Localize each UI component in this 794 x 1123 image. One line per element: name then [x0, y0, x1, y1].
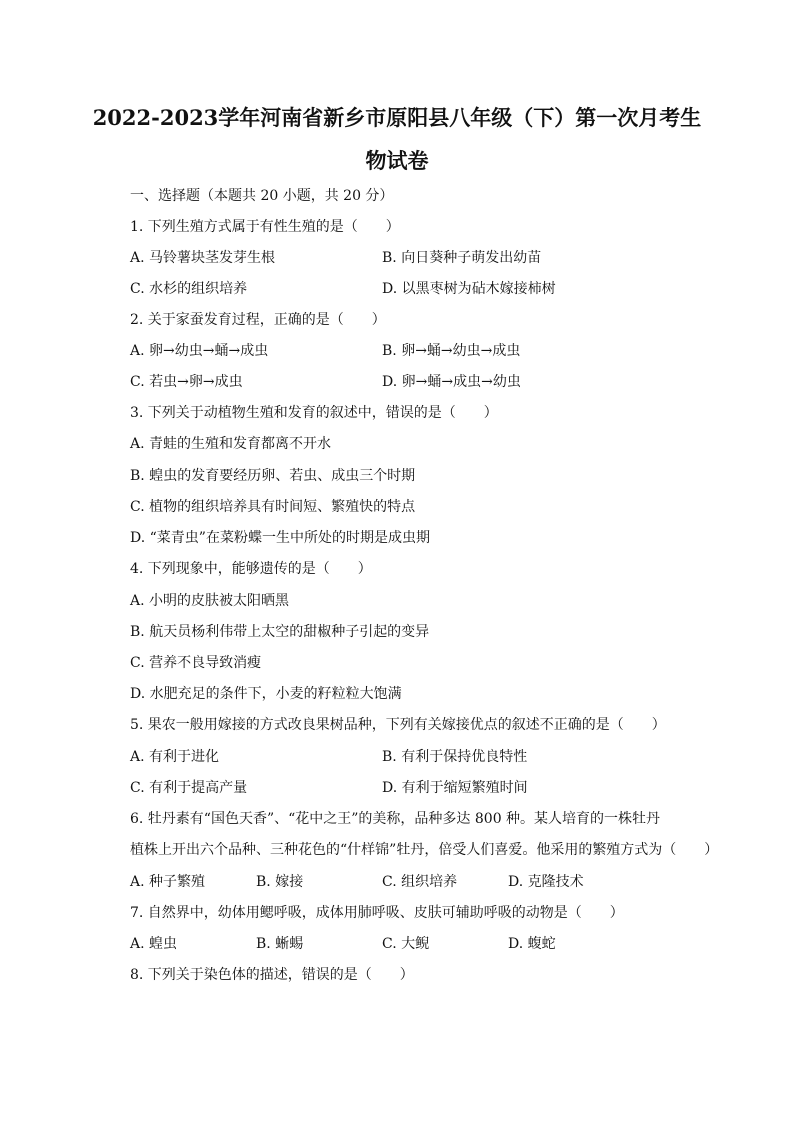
question-5-option-d: D. 有利于缩短繁殖时间 — [382, 780, 528, 796]
question-1-option-a: A. 马铃薯块茎发芽生根 — [130, 250, 276, 266]
question-1-option-c: C. 水杉的组织培养 — [130, 281, 248, 297]
question-7-option-c: C. 大鲵 — [382, 936, 430, 952]
question-5-option-c: C. 有利于提高产量 — [130, 780, 248, 796]
question-3-option-b: B. 蝗虫的发育要经历卵、若虫、成虫三个时期 — [130, 468, 416, 484]
question-4-option-d: D. 水肥充足的条件下，小麦的籽粒粒大饱满 — [130, 686, 402, 702]
question-4-option-c: C. 营养不良导致消瘦 — [130, 655, 262, 671]
question-3-option-c: C. 植物的组织培养具有时间短、繁殖快的特点 — [130, 499, 416, 515]
question-4-option-b: B. 航天员杨利伟带上太空的甜椒种子引起的变异 — [130, 624, 430, 640]
question-7-stem: 7. 自然界中，幼体用鳃呼吸，成体用肺呼吸、皮肤可辅助呼吸的动物是（ ） — [130, 905, 624, 921]
question-7-option-d: D. 蝮蛇 — [508, 936, 556, 952]
question-1-option-b: B. 向日葵种子萌发出幼苗 — [382, 250, 542, 266]
question-6-option-c: C. 组织培养 — [382, 874, 458, 890]
question-6-stem-continued: 植株上开出六个品种、三种花色的“什样锦”牡丹，倍受人们喜爱。他采用的繁殖方式为（ ） — [130, 842, 719, 858]
question-3-option-d: D. “菜青虫”在菜粉蝶一生中所处的时期是成虫期 — [130, 530, 430, 546]
question-5-option-b: B. 有利于保持优良特性 — [382, 749, 528, 765]
question-2-option-a: A. 卵→幼虫→蛹→成虫 — [130, 343, 269, 359]
question-4-option-a: A. 小明的皮肤被太阳晒黑 — [130, 593, 290, 609]
section-heading: 一、选择题（本题共 20 小题，共 20 分） — [130, 188, 394, 204]
question-2-option-c: C. 若虫→卵→成虫 — [130, 374, 243, 390]
question-2-stem: 2. 关于家蚕发育过程，正确的是（ ） — [130, 312, 386, 328]
question-6-stem: 6. 牡丹素有“国色天香”、“花中之王”的美称，品种多达 800 种。某人培育的一株牡丹 — [130, 811, 661, 827]
exam-title-line-2: 物试卷 — [365, 148, 429, 173]
question-6-option-d: D. 克隆技术 — [508, 874, 584, 890]
question-5-stem: 5. 果农一般用嫁接的方式改良果树品种，下列有关嫁接优点的叙述不正确的是（ ） — [130, 717, 666, 733]
question-3-stem: 3. 下列关于动植物生殖和发育的叙述中，错误的是（ ） — [130, 405, 498, 421]
exam-title-line-1: 2022-2023学年河南省新乡市原阳县八年级（下）第一次月考生 — [92, 105, 702, 130]
question-6-option-b: B. 嫁接 — [256, 874, 304, 890]
question-7-option-b: B. 蜥蜴 — [256, 936, 304, 952]
question-1-option-d: D. 以黑枣树为砧木嫁接柿树 — [382, 281, 556, 297]
question-7-option-a: A. 蝗虫 — [130, 936, 178, 952]
question-3-option-a: A. 青蛙的生殖和发育都离不开水 — [130, 436, 332, 452]
question-2-option-b: B. 卵→蛹→幼虫→成虫 — [382, 343, 521, 359]
question-5-option-a: A. 有利于进化 — [130, 749, 220, 765]
question-8-stem: 8. 下列关于染色体的描述，错误的是（ ） — [130, 967, 414, 983]
question-4-stem: 4. 下列现象中，能够遗传的是（ ） — [130, 561, 372, 577]
question-1-stem: 1. 下列生殖方式属于有性生殖的是（ ） — [130, 219, 400, 235]
question-6-option-a: A. 种子繁殖 — [130, 874, 206, 890]
question-2-option-d: D. 卵→蛹→成虫→幼虫 — [382, 374, 521, 390]
